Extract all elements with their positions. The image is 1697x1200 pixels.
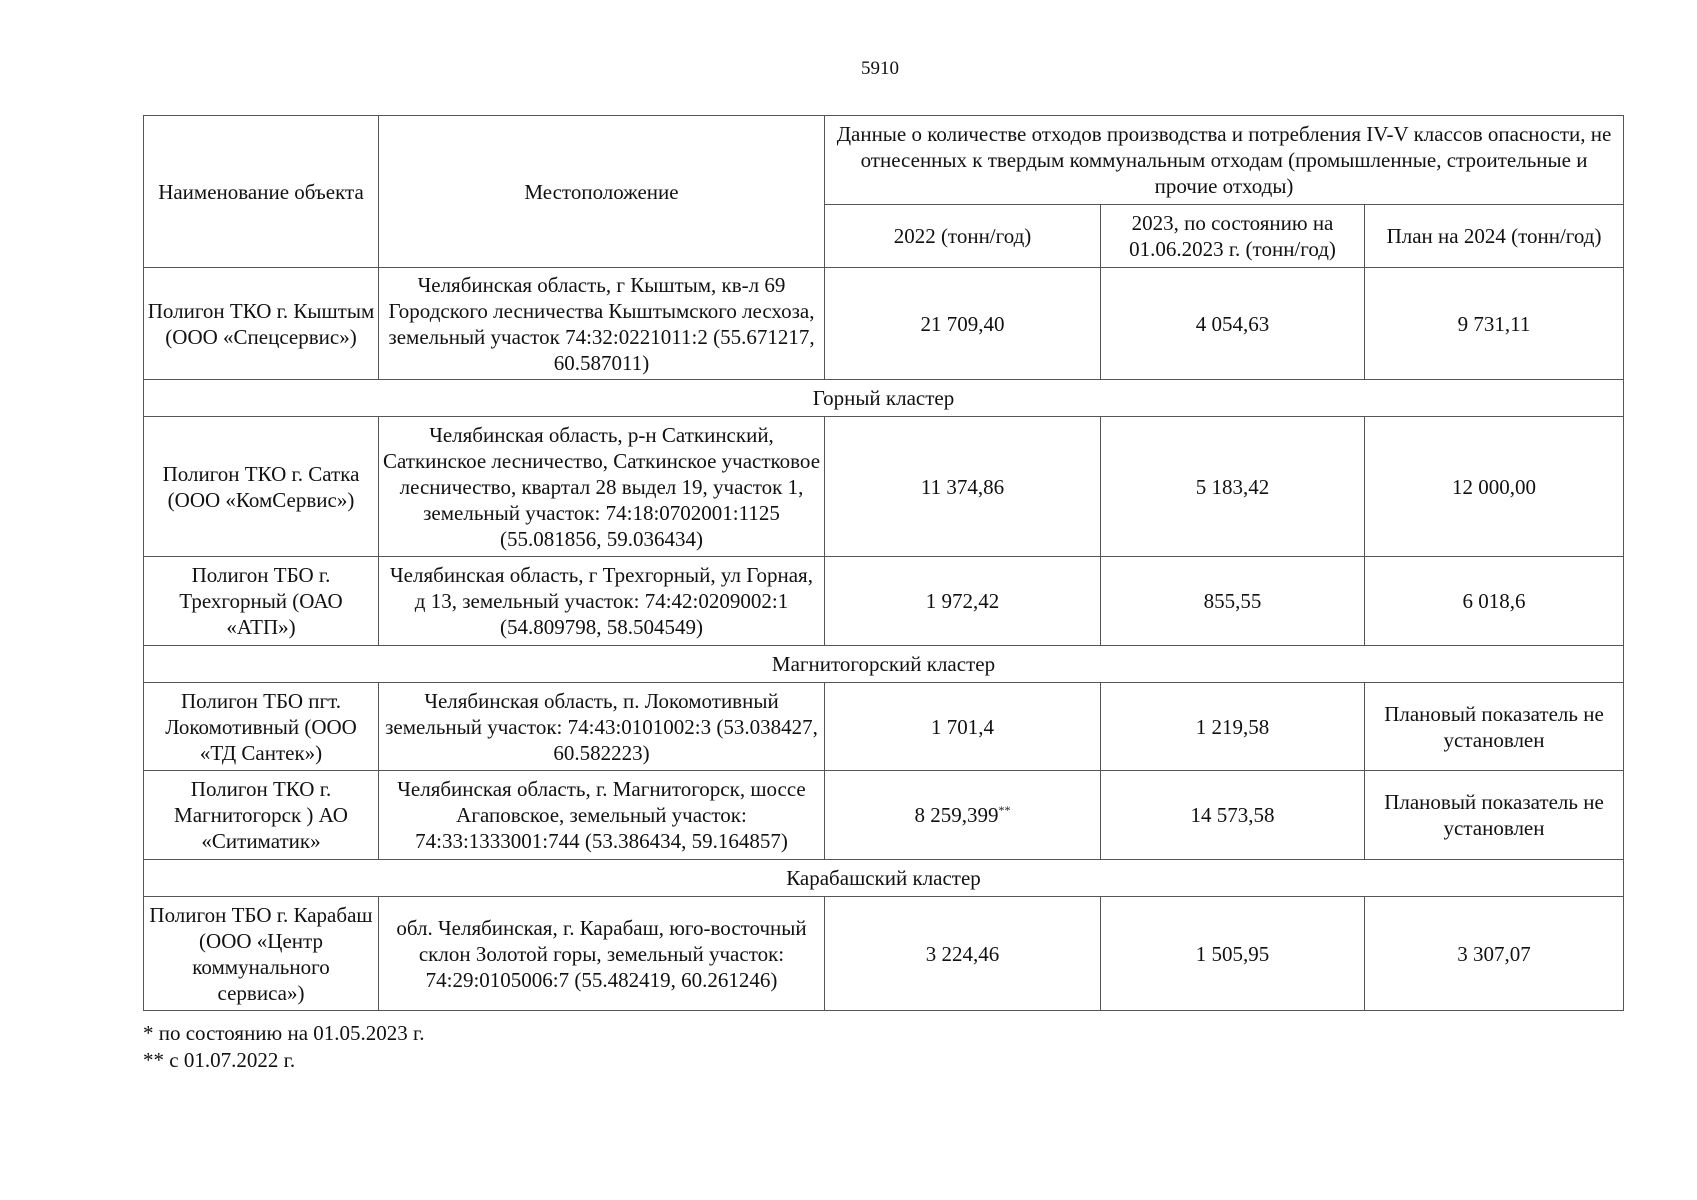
object-name-text: Полигон ТБО г. Трехгорный (ОАО «АТП»): [179, 563, 343, 639]
value-2023-cell: [1101, 683, 1365, 771]
value-2024-text: 3 307,07: [1457, 941, 1531, 966]
value-2023-cell: [1101, 771, 1365, 860]
footnote-1: * по состоянию на 01.05.2023 г.: [143, 1021, 425, 1045]
value-2024-text: Плановый показатель не установлен: [1384, 790, 1604, 840]
value-2024-text: Плановый показатель не установлен: [1384, 701, 1604, 752]
value-2022-text: 1 972,42: [925, 589, 1000, 613]
value-2023-text: 14 573,58: [1190, 803, 1275, 827]
object-name-text: Полигон ТКО г. Сатка (ООО «КомСервис»): [162, 461, 360, 512]
object-name-cell: [144, 557, 379, 646]
cluster-label: Карабашский кластер: [144, 860, 1624, 897]
cluster-label: Магнитогорский кластер: [144, 646, 1624, 683]
page-number: 5910: [861, 58, 899, 79]
table-row: [144, 897, 1624, 1011]
value-2024-cell: [1365, 897, 1624, 1011]
cluster-label: Горный кластер: [144, 380, 1624, 417]
value-2022-text: 8 259,399: [914, 803, 999, 827]
object-name-cell: [144, 897, 379, 1011]
location-text: Челябинская область, п. Локомотивный земельный участок: 74:43:0101002:3 (53.038427, 60.582223): [385, 688, 818, 765]
location-cell: [379, 417, 825, 557]
value-2023-text: 1 219,58: [1195, 714, 1270, 739]
header-group: Данные о количестве отходов производства и потребления IV-V классов опасности, не отнесенных к твердым коммунальным отходам (промышленные, строительные и прочие отходы): [825, 116, 1624, 205]
location-text: Челябинская область, р-н Саткинский, Саткинское лесничество, Саткинское участковое лесничество, квартал 28 выдел 19, участок 1, земельный участок: 74:18:0702001:1125 (55.081856, 59.036434): [383, 422, 821, 551]
value-2022-text: 1 701,4: [931, 714, 994, 739]
object-name-text: Полигон ТБО пгт. Локомотивный (ООО «ТД Сантек»): [165, 688, 357, 765]
value-2022-cell: [825, 897, 1101, 1011]
value-2024-text: 9 731,11: [1457, 311, 1531, 336]
object-name-text: Полигон ТКО г. Магнитогорск ) АО «Ситиматик»: [174, 777, 348, 853]
cluster-row: [144, 646, 1624, 683]
table-row: [144, 771, 1624, 860]
value-2023-cell: [1101, 557, 1365, 646]
value-2022-cell: [825, 683, 1101, 771]
location-cell: [379, 557, 825, 646]
value-2023-text: 4 054,63: [1195, 311, 1270, 336]
value-2023-text: 855,55: [1203, 589, 1262, 613]
value-2024-text: 6 018,6: [1462, 589, 1526, 613]
table-body: [144, 268, 1624, 1011]
footnote-2: ** с 01.07.2022 г.: [143, 1048, 296, 1072]
header-location: Местоположение: [379, 116, 825, 268]
location-cell: [379, 683, 825, 771]
value-2022-text: 21 709,40: [920, 311, 1005, 336]
footnote-marker: **: [998, 803, 1011, 817]
table-row: [144, 417, 1624, 557]
value-2022-cell: [825, 557, 1101, 646]
location-text: Челябинская область, г Трехгорный, ул Горная, д 13, земельный участок: 74:42:0209002:1 (54.809798, 58.504549): [390, 563, 813, 639]
value-2023-cell: [1101, 897, 1365, 1011]
object-name-cell: [144, 683, 379, 771]
object-name-cell: [144, 771, 379, 860]
object-name-text: Полигон ТБО г. Карабаш (ООО «Центр коммунального сервиса»): [149, 902, 373, 1005]
value-2024-cell: [1365, 268, 1624, 380]
table-row: [144, 557, 1624, 646]
value-2022-cell: [825, 417, 1101, 557]
value-2024-cell: [1365, 417, 1624, 557]
value-2023-cell: [1101, 417, 1365, 557]
location-cell: [379, 771, 825, 860]
value-2023-cell: [1101, 268, 1365, 380]
location-text: обл. Челябинская, г. Карабаш, юго-восточный склон Золотой горы, земельный участок: 74:29:0105006:7 (55.482419, 60.261246): [396, 915, 807, 992]
header-2022: 2022 (тонн/год): [825, 205, 1101, 268]
value-2023-text: 1 505,95: [1195, 941, 1270, 966]
value-2024-cell: [1365, 771, 1624, 860]
footnotes: [143, 1020, 425, 1074]
header-2023: 2023, по состоянию на 01.06.2023 г. (тонн/год): [1101, 205, 1365, 268]
value-2024-cell: [1365, 557, 1624, 646]
value-2022-text: 11 374,86: [920, 474, 1005, 499]
object-name-text: Полигон ТКО г. Кыштым (ООО «Спецсервис»): [147, 298, 375, 349]
cluster-row: [144, 380, 1624, 417]
waste-table: [143, 115, 1624, 1011]
object-name-cell: [144, 417, 379, 557]
value-2024-cell: [1365, 683, 1624, 771]
header-name: Наименование объекта: [144, 116, 379, 268]
location-cell: [379, 897, 825, 1011]
location-text: Челябинская область, г. Магнитогорск, шоссе Агаповское, земельный участок: 74:33:1333001:744 (53.386434, 59.164857): [397, 777, 806, 853]
location-text: Челябинская область, г Кыштым, кв-л 69 Городского лесничества Кыштымского лесхоза, земельный участок 74:32:0221011:2 (55.671217, 60.587011): [388, 272, 815, 375]
cluster-row: [144, 860, 1624, 897]
value-2022-cell: [825, 268, 1101, 380]
value-2022-cell: [825, 771, 1101, 860]
value-2022-text: 3 224,46: [925, 941, 1000, 966]
table-header: [144, 116, 1624, 268]
header-2024: План на 2024 (тонн/год): [1365, 205, 1624, 268]
location-cell: [379, 268, 825, 380]
table-row: [144, 268, 1624, 380]
value-2023-text: 5 183,42: [1195, 474, 1270, 499]
value-2024-text: 12 000,00: [1452, 474, 1536, 499]
table-row: [144, 683, 1624, 771]
object-name-cell: [144, 268, 379, 380]
